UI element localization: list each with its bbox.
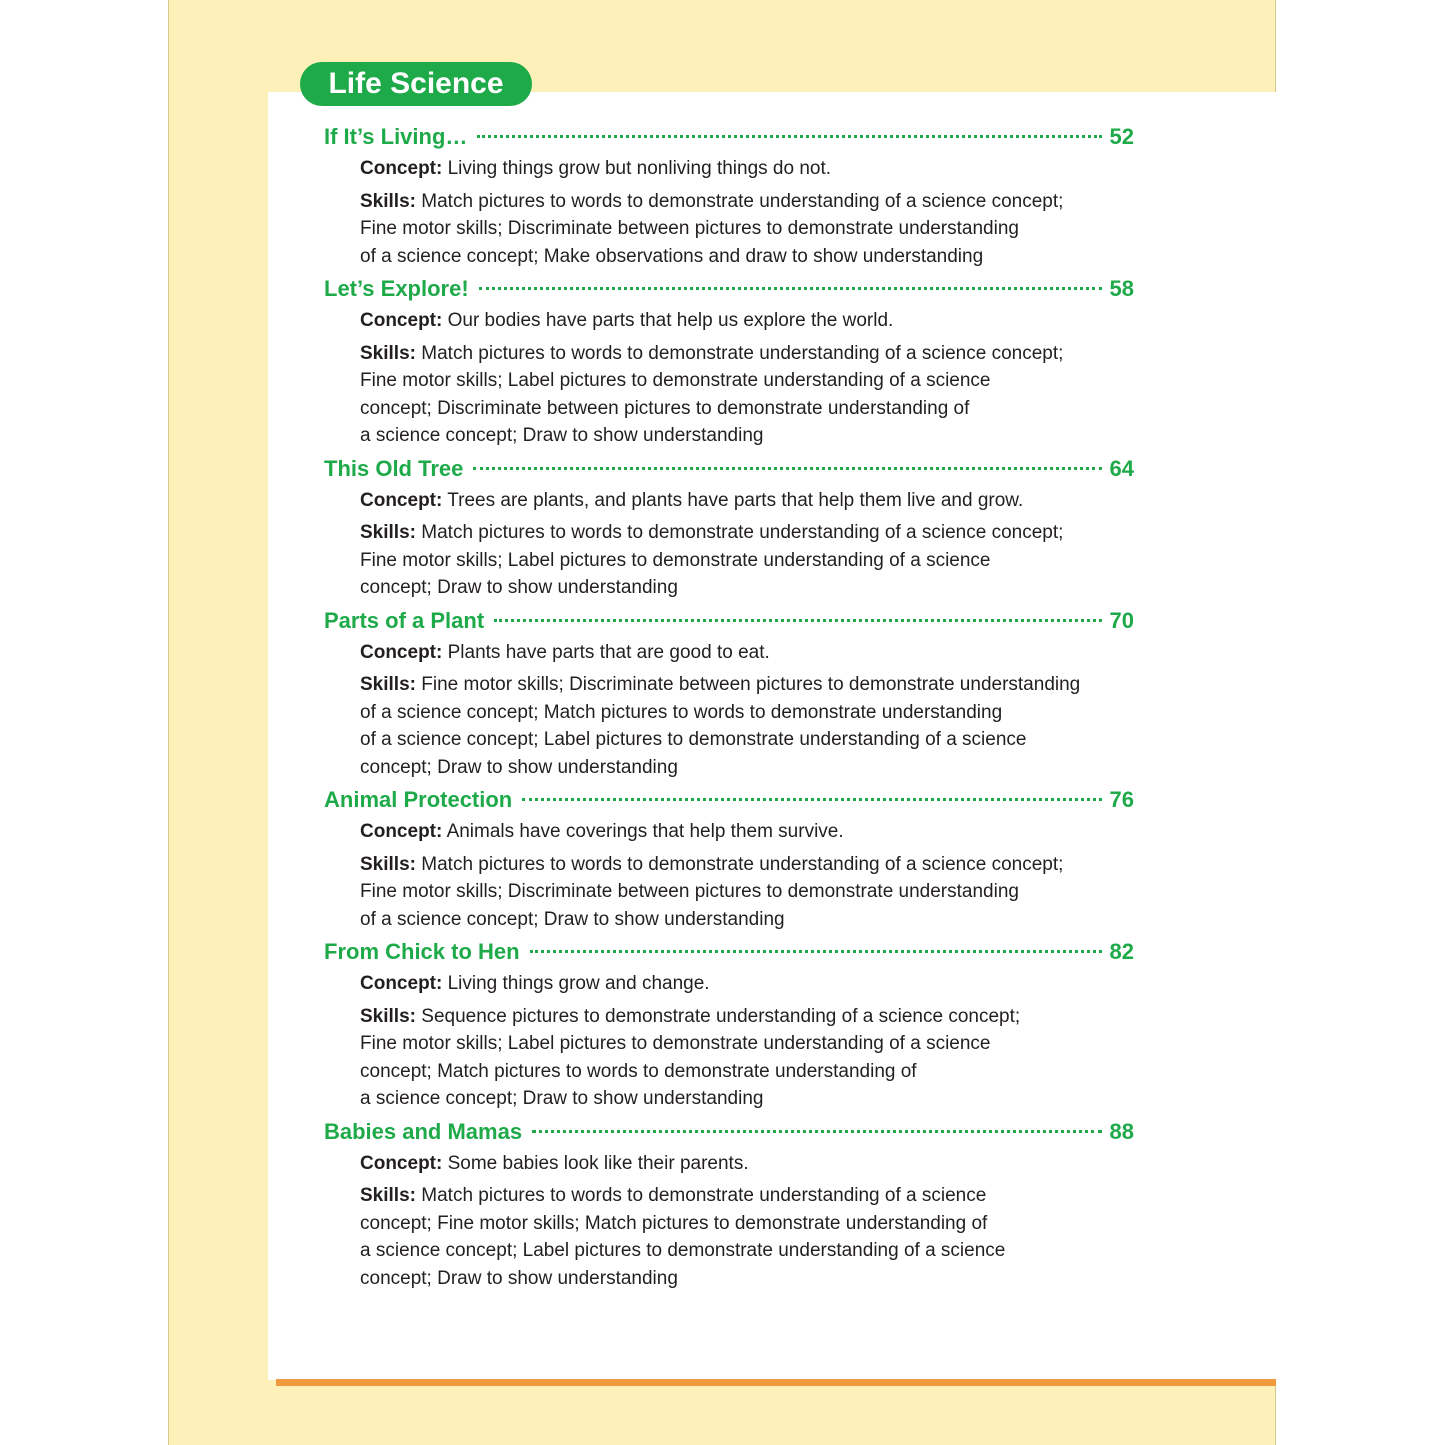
concept-label: Concept: [360, 973, 443, 994]
section-title: Life Science [328, 67, 504, 100]
skills-line: of a science concept; Match pictures to words to demonstrate understanding [360, 701, 1003, 723]
skills-label: Skills: [360, 853, 416, 875]
skills-label: Skills: [360, 1185, 416, 1206]
dot-leader [530, 950, 1102, 953]
skills-text: Sequence pictures to demonstrate understanding of a science concept; [421, 1005, 1021, 1027]
toc-entry [324, 272, 1134, 450]
concept-text: Trees are plants, and plants have parts that help them live and grow. [447, 489, 1024, 511]
toc-page-number: 82 [1109, 939, 1134, 964]
concept-text: Living things grow and change. [447, 973, 710, 994]
skills-label: Skills: [360, 342, 416, 364]
skills-block [360, 519, 1134, 602]
concept-label: Concept: [360, 158, 443, 179]
toc-entry-heading[interactable] [324, 1115, 1134, 1149]
concept-line [360, 307, 1134, 335]
toc-entry-title: Parts of a Plant [324, 607, 485, 633]
skills-label: Skills: [360, 190, 416, 212]
skills-line: concept; Fine motor skills; Match pictures to demonstrate understanding of [360, 1212, 988, 1234]
skills-text: Match pictures to words to demonstrate understanding of a science concept; [421, 342, 1064, 364]
skills-text: Match pictures to words to demonstrate understanding of a science [421, 1185, 987, 1206]
toc-entry-heading[interactable] [324, 935, 1134, 969]
skills-text: Match pictures to words to demonstrate understanding of a science concept; [421, 522, 1064, 543]
skills-line [360, 1182, 1134, 1210]
skills-label: Skills: [360, 522, 416, 543]
concept-line [360, 818, 1134, 846]
skills-line: Fine motor skills; Label pictures to demonstrate understanding of a science [360, 549, 991, 571]
skills-text: Match pictures to words to demonstrate understanding of a science concept; [421, 190, 1064, 212]
skills-line: concept; Discriminate between pictures to demonstrate understanding of [360, 397, 970, 419]
toc-entry [324, 120, 1134, 270]
skills-line: concept; Match pictures to words to demonstrate understanding of [360, 1060, 917, 1082]
skills-line [360, 671, 1134, 699]
toc-page-number: 76 [1109, 787, 1134, 812]
dot-leader [532, 1130, 1101, 1133]
toc-entry-title: From Chick to Hen [324, 939, 520, 964]
skills-line: Fine motor skills; Discriminate between pictures to demonstrate understanding [360, 881, 1019, 902]
toc-entry-title: This Old Tree [324, 455, 464, 481]
concept-text: Living things grow but nonliving things do not. [447, 158, 832, 179]
toc-entry-title: Let’s Explore! [324, 276, 469, 301]
skills-block [360, 1182, 1134, 1292]
skills-line: a science concept; Label pictures to demonstrate understanding of a science [360, 1240, 1006, 1261]
dot-leader [494, 619, 1101, 622]
skills-line: concept; Draw to show understanding [360, 756, 678, 778]
concept-text: Animals have coverings that help them survive. [446, 821, 844, 842]
toc-entry-title: Babies and Mamas [324, 1118, 523, 1144]
concept-text: Plants have parts that are good to eat. [447, 641, 770, 663]
skills-label: Skills: [360, 674, 416, 695]
toc-entry-title: If It’s Living… [324, 124, 468, 149]
toc-page-number: 70 [1109, 607, 1134, 633]
toc-entry-heading[interactable] [324, 604, 1134, 638]
concept-line [360, 1150, 1134, 1178]
skills-block [360, 1003, 1134, 1113]
skills-line: Fine motor skills; Label pictures to demonstrate understanding of a science [360, 370, 991, 391]
toc-entry-heading[interactable] [324, 452, 1134, 486]
toc-entry [324, 452, 1134, 602]
skills-line: of a science concept; Draw to show understanding [360, 908, 785, 930]
toc-page-number: 58 [1109, 276, 1134, 301]
bottom-orange-rule [276, 1379, 1276, 1386]
table-of-contents [324, 120, 1134, 1294]
skills-line: a science concept; Draw to show understanding [360, 1088, 764, 1109]
concept-line [360, 487, 1134, 515]
skills-line: concept; Draw to show understanding [360, 577, 678, 598]
toc-page-number: 88 [1109, 1118, 1134, 1144]
concept-line [360, 155, 1134, 183]
toc-entry-heading[interactable] [324, 783, 1134, 817]
skills-line [360, 1003, 1134, 1031]
skills-block [360, 671, 1134, 781]
toc-entry-heading[interactable] [324, 120, 1134, 154]
dot-leader [522, 798, 1101, 801]
dot-leader [477, 135, 1101, 138]
skills-line [360, 851, 1134, 879]
concept-line [360, 639, 1134, 667]
toc-entry [324, 604, 1134, 782]
skills-text: Match pictures to words to demonstrate understanding of a science concept; [421, 853, 1064, 875]
skills-line [360, 188, 1134, 216]
concept-label: Concept: [360, 310, 443, 331]
concept-label: Concept: [360, 821, 443, 842]
dot-leader [473, 467, 1101, 470]
dot-leader [479, 287, 1102, 290]
skills-line: of a science concept; Label pictures to demonstrate understanding of a science [360, 729, 1027, 750]
skills-block [360, 188, 1134, 271]
concept-text: Some babies look like their parents. [447, 1152, 749, 1174]
concept-label: Concept: [360, 1152, 443, 1174]
skills-line: concept; Draw to show understanding [360, 1267, 678, 1289]
concept-label: Concept: [360, 489, 443, 511]
skills-line [360, 519, 1134, 547]
skills-line: a science concept; Draw to show understanding [360, 425, 764, 446]
skills-block [360, 851, 1134, 934]
concept-text: Our bodies have parts that help us explore the world. [447, 310, 894, 331]
toc-entry-heading[interactable] [324, 272, 1134, 306]
toc-entry [324, 783, 1134, 933]
toc-entry [324, 1115, 1134, 1293]
skills-label: Skills: [360, 1005, 416, 1027]
skills-text: Fine motor skills; Discriminate between pictures to demonstrate understanding [421, 674, 1081, 695]
concept-line [360, 970, 1134, 998]
toc-page-number: 64 [1109, 455, 1134, 481]
skills-line: Fine motor skills; Label pictures to demonstrate understanding of a science [360, 1033, 991, 1054]
skills-line: of a science concept; Make observations and draw to show understanding [360, 245, 984, 267]
skills-line [360, 340, 1134, 368]
skills-block [360, 340, 1134, 450]
toc-page-number: 52 [1109, 124, 1134, 149]
toc-entry [324, 935, 1134, 1113]
section-title-tab [300, 62, 532, 106]
skills-line: Fine motor skills; Discriminate between pictures to demonstrate understanding [360, 218, 1019, 239]
toc-entry-title: Animal Protection [324, 787, 513, 812]
concept-label: Concept: [360, 641, 443, 663]
